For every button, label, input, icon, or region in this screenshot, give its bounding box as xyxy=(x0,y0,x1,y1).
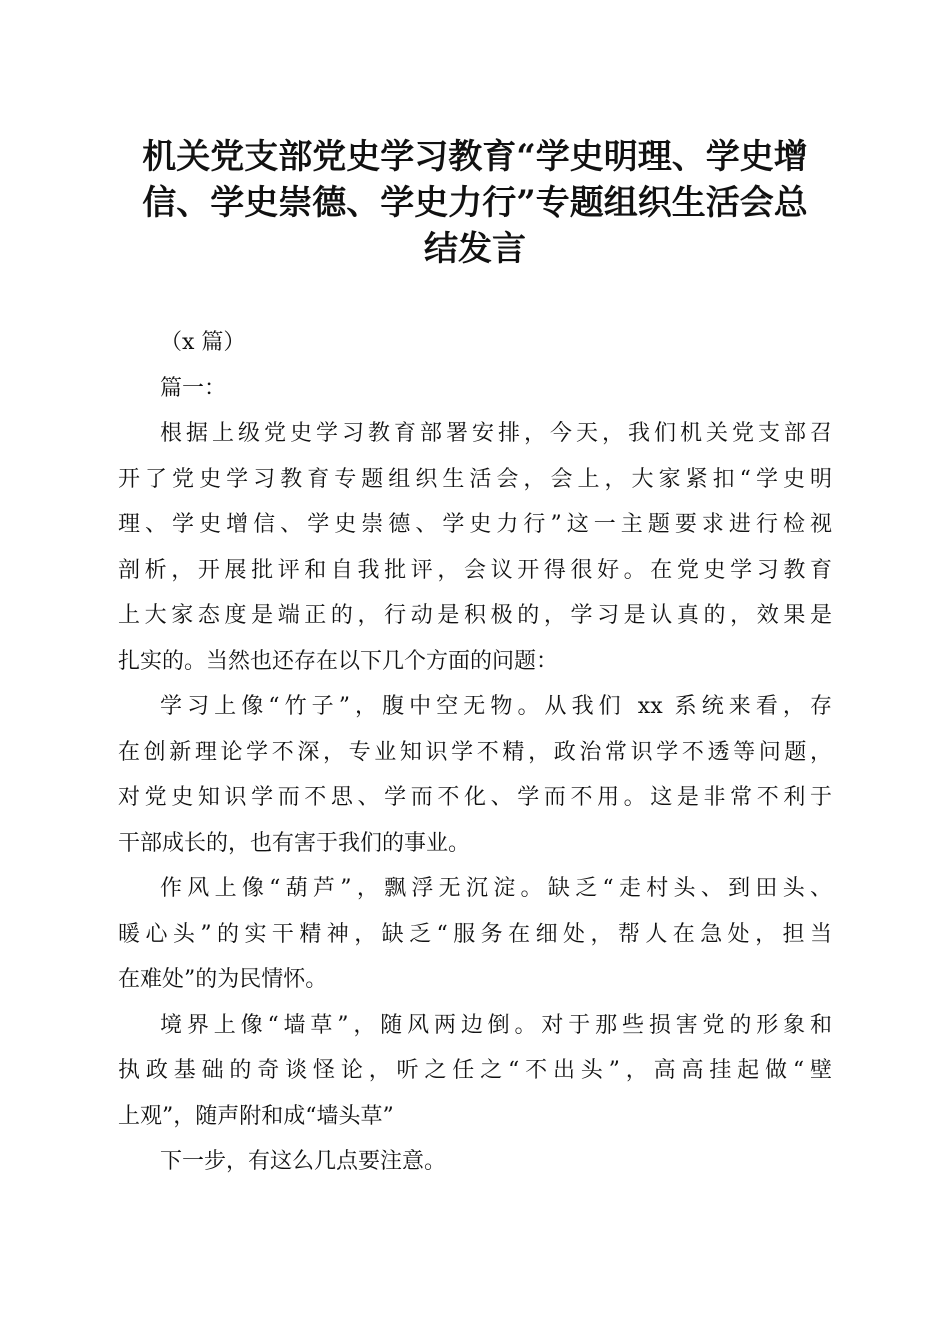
paragraph-line: 理、学史增信、学史崇德、学史力行”这一主题要求进行检视 xyxy=(118,512,832,537)
paragraph-line: 作风上像“葫芦”，飘浮无沉淀。缺乏“走村头、到田头、 xyxy=(160,876,832,901)
paragraph-line: 执政基础的奇谈怪论，听之任之“不出头”，高高挂起做“壁 xyxy=(118,1058,832,1083)
title-line: 信、学史崇德、学史力行”专题组织生活会总 xyxy=(142,183,808,223)
paragraph-line: 开了党史学习教育专题组织生活会，会上，大家紧扣“学史明 xyxy=(118,466,832,492)
paragraph-line: 上观”，随声附和成“墙头草” xyxy=(118,1103,394,1129)
paragraph-line: 剖析，开展批评和自我批评，会议开得很好。在党史学习教育 xyxy=(118,557,832,583)
title-line: 结发言 xyxy=(424,229,526,269)
title-line: 机关党支部党史学习教育“学史明理、学史增 xyxy=(142,137,808,177)
paragraph-line: 下一步，有这么几点要注意。 xyxy=(160,1149,447,1174)
paragraph-line: 境界上像“墙草”，随风两边倒。对于那些损害党的形象和 xyxy=(160,1012,832,1038)
paragraph-line: 在难处”的为民情怀。 xyxy=(118,967,328,992)
paragraph-line: 根据上级党史学习教育部署安排，今天，我们机关党支部召 xyxy=(160,421,832,446)
paragraph-line: 上大家态度是端正的，行动是积极的，学习是认真的，效果是 xyxy=(118,603,832,628)
paragraph-line: 在创新理论学不深，专业知识学不精，政治常识学不透等问题， xyxy=(118,739,832,765)
paragraph-line: 暖心头”的实干精神，缺乏“服务在细处，帮人在急处，担当 xyxy=(118,921,832,947)
section-heading: 篇一： xyxy=(160,375,227,401)
section-count-label: （x 篇） xyxy=(160,330,246,355)
paragraph-line: 扎实的。当然也还存在以下几个方面的问题： xyxy=(118,648,559,674)
paragraph-line: 学习上像“竹子”，腹中空无物。从我们 xx 系统来看，存 xyxy=(160,694,832,719)
document-body xyxy=(118,320,832,1185)
document-title xyxy=(118,134,832,272)
paragraph-line: 干部成长的，也有害于我们的事业。 xyxy=(118,830,471,856)
paragraph-line: 对党史知识学而不思、学而不化、学而不用。这是非常不利于 xyxy=(118,785,832,810)
